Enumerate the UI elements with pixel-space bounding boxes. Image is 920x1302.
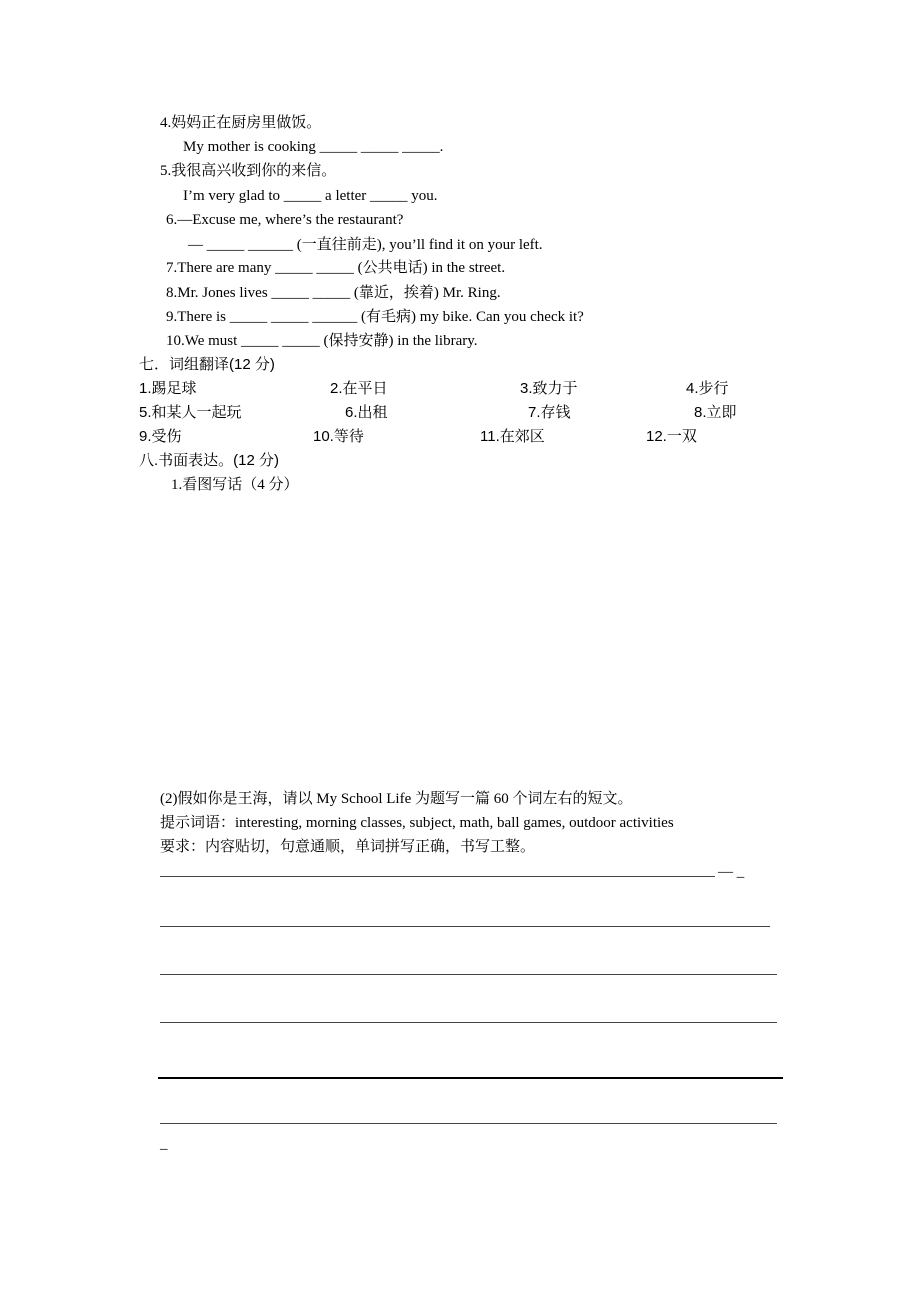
requirement: 要求：内容贴切，句意通顺，单词拼写正确，书写工整。 (160, 839, 536, 855)
phrase-8: 8.立即 (694, 404, 737, 421)
item-8: 8.Mr. Jones lives _____ _____ (靠近，挨着) Mr. Ring. (166, 285, 501, 301)
item-6-question: 6.—Excuse me, where’s the restaurant? (166, 212, 404, 228)
trailing-dash: _ (160, 1136, 168, 1152)
writing-line-5[interactable] (158, 1077, 783, 1079)
phrase-3: 3.致力于 (520, 380, 578, 397)
writing-line-3[interactable] (160, 974, 777, 975)
item-10: 10.We must _____ _____ (保持安静) in the library. (166, 333, 478, 349)
phrase-2: 2.在平日 (330, 380, 388, 397)
phrase-6: 6.出租 (345, 404, 388, 421)
phrase-9: 9.受伤 (139, 428, 182, 445)
item-5-chinese: 5.我很高兴收到你的来信。 (160, 163, 337, 179)
item-4-english: My mother is cooking _____ _____ _____. (183, 139, 444, 155)
phrase-10: 10.等待 (313, 428, 364, 445)
item-9: 9.There is _____ _____ ______ (有毛病) my bike. Can you check it? (166, 309, 584, 325)
phrase-1: 1.踢足球 (139, 380, 197, 397)
phrase-11: 11.在郊区 (480, 428, 545, 445)
section-8-part-1: 1.看图写话（4 分） (171, 477, 299, 493)
writing-line-2[interactable] (160, 926, 770, 927)
hint-words: 提示词语：interesting, morning classes, subject, math, ball games, outdoor activities (160, 815, 674, 831)
item-7: 7.There are many _____ _____ (公共电话) in the street. (166, 260, 506, 276)
writing-line-4[interactable] (160, 1022, 777, 1023)
writing-line-1[interactable] (160, 876, 715, 877)
item-4-chinese: 4.妈妈正在厨房里做饭。 (160, 115, 322, 131)
writing-prompt: (2)假如你是王海，请以 My School Life 为题写一篇 60 个词左右的短文。 (160, 791, 633, 807)
writing-line-1-tail: — _ (718, 864, 745, 880)
phrase-7: 7.存钱 (528, 404, 571, 421)
section-8-title: 八.书面表达。(12 分) (139, 452, 280, 469)
phrase-12: 12.一双 (646, 428, 697, 445)
phrase-4: 4.步行 (686, 380, 729, 397)
writing-line-6[interactable] (160, 1123, 777, 1124)
section-7-title: 七．词组翻译(12 分) (139, 356, 275, 373)
item-6-answer: — _____ ______ (一直往前走), you’ll find it on your left. (188, 237, 543, 253)
item-5-english: I’m very glad to _____ a letter _____ you. (183, 188, 438, 204)
phrase-5: 5.和某人一起玩 (139, 404, 242, 421)
